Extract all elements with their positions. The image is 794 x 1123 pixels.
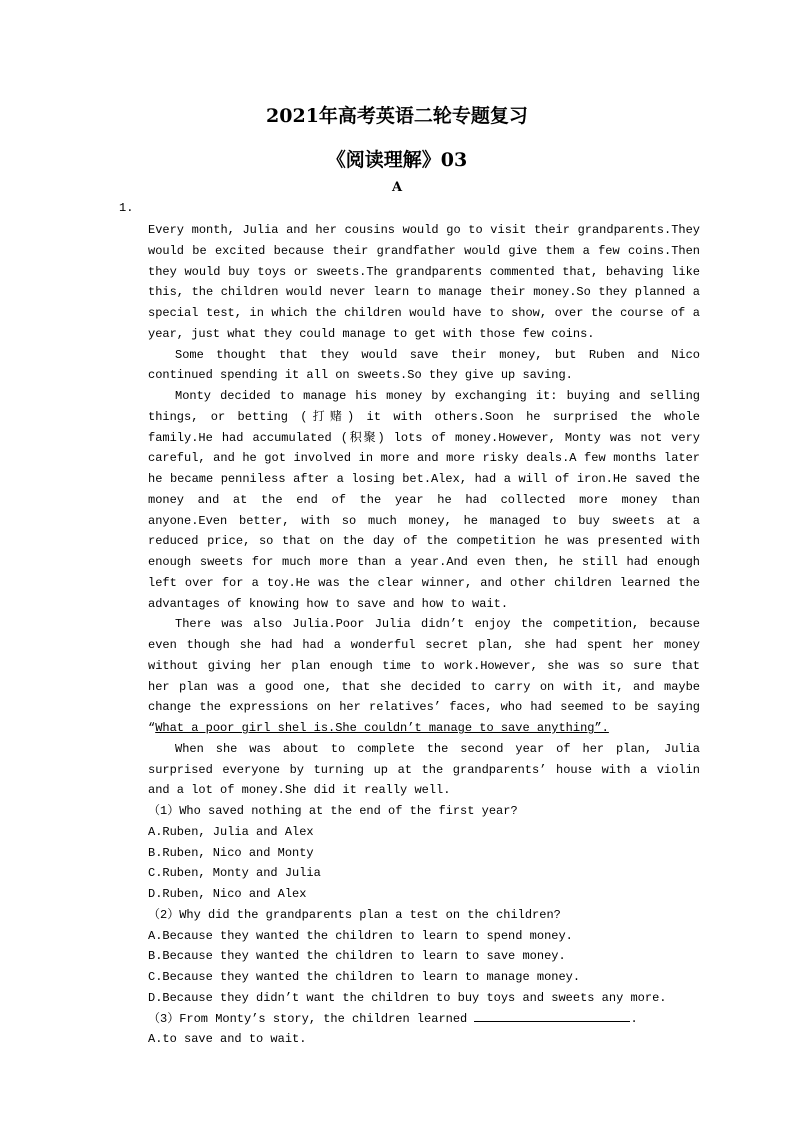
question-1 xyxy=(148,801,700,905)
question-stem-end: . xyxy=(630,1011,638,1026)
passage-paragraph-3: Monty decided to manage his money by exchanging it: buying and selling things, or betting (打赌) it with others.Soon he surprised the whole family.He had accumulated (积聚) lots of money.However, Monty was not very careful, and he got involved in more and more risky deals.A few months later he became penniless after a losing bet.Alex, had a will of iron.He saved the money and at the end of the year he had collected more money than anyone.Even better, with so much money, he managed to buy sweets at a reduced price, so that on the day of the competition he was presented with enough sweets for much more than a year.And even then, he still had enough left over for a toy.He was the clear winner, and other children learned the advantages of knowing how to save and how to wait. xyxy=(148,389,700,611)
option-c: C.Ruben, Monty and Julia xyxy=(148,866,321,881)
passage-paragraph-2: Some thought that they would save their money, but Ruben and Nico continued spending it all on sweets.So they give up saving. xyxy=(148,347,700,383)
answer-blank xyxy=(474,1010,630,1022)
option-c: C.Because they wanted the children to learn to manage money. xyxy=(148,970,581,984)
document-subtitle: 《阅读理解》03 xyxy=(326,149,468,171)
option-b: B.Ruben, Nico and Monty xyxy=(148,845,314,860)
question-stem: （2）Why did the grandparents plan a test on the children? xyxy=(148,907,561,922)
document-title: 2021年高考英语二轮专题复习 xyxy=(266,105,528,127)
underlined-quote-end: ”. xyxy=(594,721,609,735)
option-a: A.to save and to wait. xyxy=(148,1032,307,1047)
option-a: A.Because they wanted the children to learn to spend money. xyxy=(148,928,573,943)
option-d: D.Ruben, Nico and Alex xyxy=(148,887,307,901)
question-2 xyxy=(148,905,700,1009)
option-a: A.Ruben, Julia and Alex xyxy=(148,824,314,839)
reading-passage xyxy=(148,220,700,1050)
passage-paragraph-1: Every month, Julia and her cousins would go to visit their grandparents.They would be excited because their grandfather would give them a few coins.Then they would buy toys or sweets.The grandparents commented that, behaving like this, the children would never learn to manage their money.So they planned a special test, in which the children would have to show, over the course of a year, just what they could manage to get with those few coins. xyxy=(148,223,700,341)
question-stem xyxy=(148,1009,700,1030)
option-b: B.Because they wanted the children to learn to save money. xyxy=(148,949,566,964)
section-label: A xyxy=(391,180,403,195)
underlined-quote: What a poor girl shel is.She couldn’t manage to save anything xyxy=(155,721,595,735)
option-d: D.Because they didn’t want the children to buy toys and sweets any more. xyxy=(148,990,667,1005)
passage-paragraph-4 xyxy=(148,614,700,739)
question-3 xyxy=(148,1009,700,1051)
paragraph-4-text: There was also Julia.Poor Julia didn’t enjoy the competition, because even though she had had a wonderful secret plan, she had spent her money without giving her plan enough time to work.However, she was so sure that her plan was a good one, that she decided to carry on with it, and maybe change the expressions on her relatives’ faces, who had seemed to be saying “ xyxy=(148,617,700,735)
question-stem-text: （3）From Monty’s story, the children learned xyxy=(148,1011,475,1026)
question-stem: （1）Who saved nothing at the end of the first year? xyxy=(148,804,518,818)
question-number: 1. xyxy=(119,201,134,215)
passage-paragraph-5: When she was about to complete the second year of her plan, Julia surprised everyone by turning up at the grandparents’ house with a violin and a lot of money.She did it really well. xyxy=(148,741,700,798)
